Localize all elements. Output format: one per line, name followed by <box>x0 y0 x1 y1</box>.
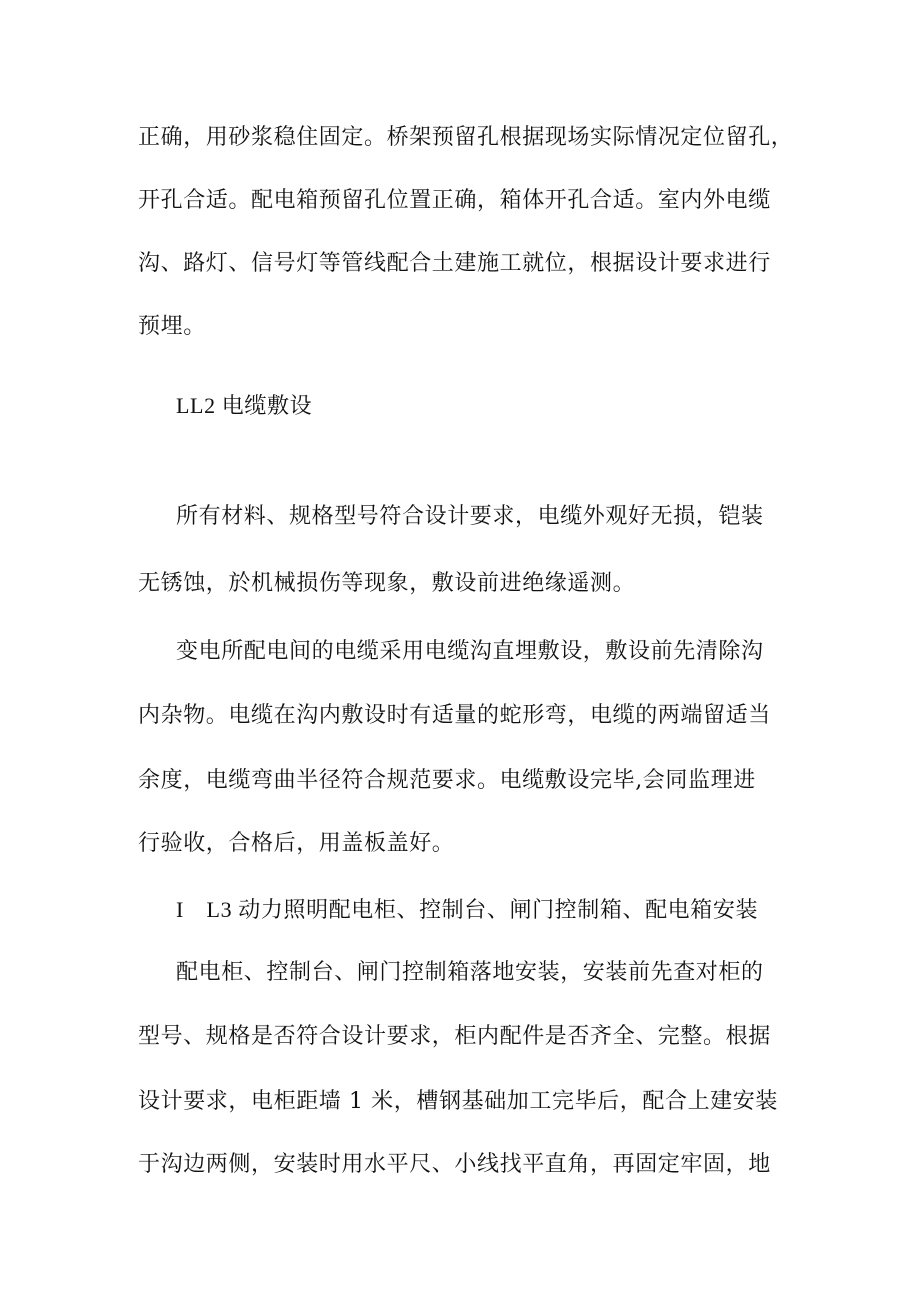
paragraph-4-line-2: 型号、规格是否符合设计要求，柜内配件是否齐全、完整。根据 <box>138 1024 771 1049</box>
paragraph-3-line-1: 变电所配电间的电缆采用电缆沟直埋敷设，敷设前先清除沟 <box>176 639 764 664</box>
paragraph-4-line-1: 配电柜、控制台、闸门控制箱落地安装，安装前先查对柜的 <box>176 960 764 985</box>
paragraph-2-line-1: 所有材料、规格型号符合设计要求，电缆外观好无损，铠装 <box>176 504 764 529</box>
section-heading-l3: I L3 动力照明配电柜、控制台、闸门控制箱、配电箱安装 <box>176 897 759 922</box>
paragraph-4-line-3: 设计要求，电柜距墙 1 米，槽钢基础加工完毕后，配合上建安装 <box>138 1089 778 1114</box>
paragraph-1-line-2: 开孔合适。配电箱预留孔位置正确，箱体开孔合适。室内外电缆 <box>138 188 771 213</box>
paragraph-2-line-2: 无锈蚀，於机械损伤等现象，敷设前进绝缘遥测。 <box>138 571 636 596</box>
paragraph-3-line-3: 余度，电缆弯曲半径符合规范要求。电缆敷设完毕,会同监理进 <box>138 768 756 793</box>
paragraph-3-line-4: 行验收，合格后，用盖板盖好。 <box>138 831 455 856</box>
paragraph-3-line-2: 内杂物。电缆在沟内敷设时有适量的蛇形弯，电缆的两端留适当 <box>138 703 771 728</box>
paragraph-1-line-4: 预埋。 <box>138 314 206 339</box>
paragraph-1-line-3: 沟、路灯、信号灯等管线配合土建施工就位，根据设计要求进行 <box>138 251 771 276</box>
paragraph-4-line-4: 于沟边两侧，安装时用水平尺、小线找平直角，再固定牢固，地 <box>138 1152 771 1177</box>
section-heading-ll2: LL2 电缆敷设 <box>176 393 313 418</box>
paragraph-1-line-1: 正确，用砂浆稳住固定。桥架预留孔根据现场实际情况定位留孔， <box>138 125 794 150</box>
